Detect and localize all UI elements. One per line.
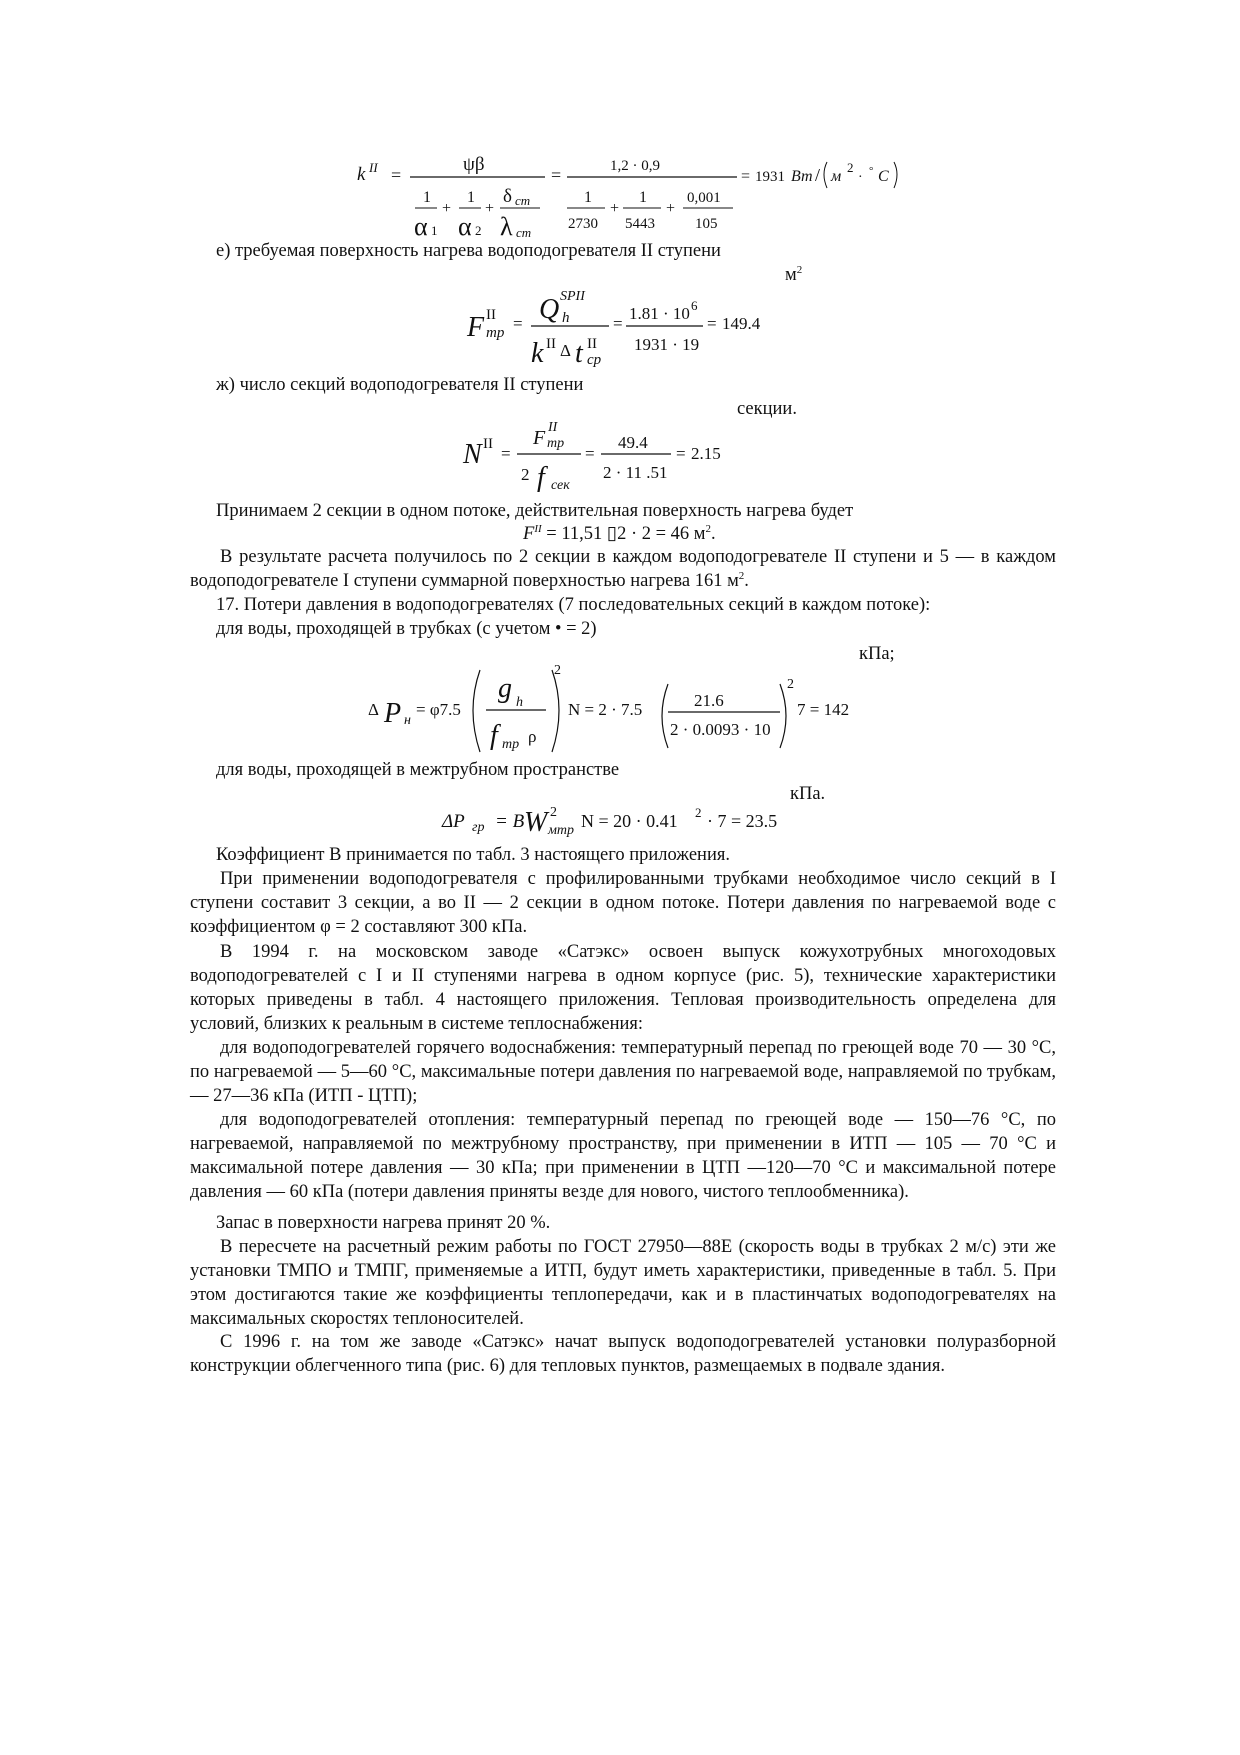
formula-numerator: 1.81 · 10 <box>629 304 690 323</box>
formula-term: 2 · 0.0093 · 10 <box>670 720 771 739</box>
formula-text: = 11,51 ▯2 · 2 = 46 м <box>546 524 706 544</box>
formula-required-surface <box>463 286 783 369</box>
formula-term: 1 <box>639 189 647 206</box>
svg-text:2: 2 <box>787 677 794 692</box>
formula-superscript: II <box>369 160 378 175</box>
formula-result: · 7 = 23.5 <box>707 811 778 831</box>
formula-symbol: P <box>384 698 402 729</box>
paragraph-recalculation <box>190 1235 1056 1331</box>
paragraph-hot-water <box>190 1036 1056 1108</box>
formula-numerator: ψβ <box>463 154 485 175</box>
formula-subscript: 2 <box>475 223 482 238</box>
paragraph-1994 <box>190 940 1056 1036</box>
svg-text:=: = <box>676 444 686 463</box>
formula-term: 1 <box>423 189 431 206</box>
formula-symbol: F <box>523 524 535 544</box>
paragraph-text: для водоподогревателей отопления: температурный перепад по греющей воде — 150—76 °С, по нагреваемой, направляемой по межтрубному пространству, при применении в ИТП — 105 — 70 °С и максимальной потере давления — 30 кПа; при применении в ЦТП —120—70 °С и максимальной потере давления — 60 кПа (потери давления приняты везде для нового, чистого теплообменника). <box>190 1110 1056 1202</box>
formula-term: W <box>524 807 548 838</box>
formula-superscript: II <box>546 336 556 352</box>
paragraph-coefficient-b: Коэффициент В принимается по табл. 3 настоящего приложения. <box>216 845 730 865</box>
formula-term: Δ <box>560 341 571 360</box>
formula-heat-transfer-coefficient <box>355 150 915 245</box>
paragraph-text: При применении водоподогревателя с профилированными трубками необходимое число секций в I ступени составит 3 секции, а во II — 2 секции в одном потоке. Потери давления по нагреваемой воде с коэффициентом φ = 2 составляют 300 кПа. <box>190 869 1056 937</box>
formula-subscript: h <box>516 695 523 710</box>
formula-term: g <box>498 673 512 704</box>
paragraph-1996 <box>190 1330 1056 1378</box>
formula-numerator: 49.4 <box>618 433 648 452</box>
formula-superscript: 6 <box>691 298 698 313</box>
formula-subscript: h <box>562 310 570 326</box>
formula-superscript: II <box>548 420 558 435</box>
svg-text:=: = <box>741 168 751 185</box>
formula-term: t <box>575 338 583 369</box>
formula-term: 1931 · 19 <box>634 335 700 354</box>
formula-numerator: 21.6 <box>694 691 724 710</box>
formula-pressure-loss-tubes <box>368 660 868 760</box>
paragraph-text: В результате расчета получилось по 2 секции в каждом водоподогревателе II ступени и 5 — в каждом водоподогревателе I ступени суммарной поверхностью нагрева 161 м <box>190 547 1056 591</box>
formula-term: α <box>414 212 428 241</box>
formula-pressure-loss-annulus <box>442 800 802 842</box>
formula-result: 7 = 142 <box>797 700 850 719</box>
formula-term: 2 · 11 .51 <box>603 463 668 482</box>
formula-actual-surface: $F^{II} = 11,51$ ▯2 · 2 = 46 $м^2$. <box>523 522 716 544</box>
formula-result: 149.4 <box>722 314 761 333</box>
paragraph-result: В результате расчета получилось по 2 секции в каждом водоподогревателе II ступени и 5 — в каждом водоподогревателе I ступени суммарной поверхностью нагрева 161 $м^2$. <box>190 547 1056 591</box>
svg-text:=: = <box>613 314 623 333</box>
formula-term: 2 <box>521 465 530 484</box>
svg-text:·: · <box>858 170 863 185</box>
formula-term: 1 <box>584 189 592 206</box>
formula-unit: С <box>878 168 889 185</box>
formula-numerator: Q <box>539 294 560 325</box>
svg-text:=: = <box>513 314 523 333</box>
formula-subscript: н <box>404 713 411 728</box>
svg-text:°: ° <box>869 165 874 177</box>
svg-text:+: + <box>485 200 495 217</box>
formula-term: Δ <box>368 700 379 719</box>
paragraph-text: для водоподогревателей горячего водоснабжения: температурный перепад по греющей воде 70 — 30 °С, по нагреваемой — 5—60 °С, максимальные потери давления по нагреваемой воде, направляемой по трубкам, — 27—36 кПа (ИТП - ЦТП); <box>190 1038 1056 1106</box>
formula-superscript: II <box>483 436 493 452</box>
paragraph-accept: Принимаем 2 секции в одном потоке, действительная поверхность нагрева будет <box>216 501 854 521</box>
formula-subscript: мтр <box>548 823 575 838</box>
svg-text:=: = <box>391 165 402 185</box>
formula-subscript: тр <box>486 325 505 341</box>
formula-superscript: 2 <box>550 805 557 820</box>
formula-subscript: гр <box>472 820 485 835</box>
formula-term: δ <box>503 186 512 207</box>
formula-subscript: тр <box>547 436 565 451</box>
svg-text:=: = <box>551 165 562 185</box>
formula-subscript: 1 <box>431 223 438 238</box>
paragraph-text: С 1996 г. на том же заводе «Сатэкс» начат выпуск водоподогревателей установки полуразборной конструкции облегченного типа (рис. 6) для тепловых пунктов, размещаемых в подвале здания. <box>190 1332 1056 1376</box>
formula-superscript: SPII <box>560 289 585 304</box>
formula-superscript: II <box>587 336 597 352</box>
formula-term: k <box>531 338 544 369</box>
formula-term: 5443 <box>625 216 655 232</box>
formula-unit: м <box>831 168 842 185</box>
formula-subscript: ст <box>516 225 532 240</box>
formula-result: 1931 <box>755 169 785 185</box>
formula-superscript: 2 <box>554 663 561 678</box>
formula-term: 0,001 <box>687 190 721 206</box>
formula-superscript: II <box>486 307 496 323</box>
paragraph-annulus: для воды, проходящей в межтрубном пространстве <box>216 760 620 780</box>
formula-term: 1 <box>467 189 475 206</box>
svg-text:/: / <box>815 165 821 185</box>
formula-term: f <box>490 720 498 751</box>
formula-subscript: ср <box>587 352 602 368</box>
formula-term: ρ <box>528 727 537 746</box>
unit-kpa-1: кПа; <box>859 644 895 664</box>
svg-text:=: = <box>501 444 511 463</box>
svg-text:+: + <box>666 200 676 217</box>
paragraph-text: В пересчете на расчетный режим работы по ГОСТ 27950—88Е (скорость воды в трубках 2 м/с) эти же установки ТМПО и ТМПГ, применяемые а ИТП, будут иметь характеристики, приведенные в табл. 5. При этом достигаются такие же коэффициенты теплопередачи, как и в пластинчатых водоподогревателях на максимальных скоростях теплоносителей. <box>190 1237 1056 1329</box>
paragraph-17: 17. Потери давления в водоподогревателях (7 последовательных секций в каждом потоке): <box>216 595 931 615</box>
formula-superscript: II <box>534 522 542 535</box>
formula-unit: Вт <box>791 168 813 185</box>
paragraph-e: е) требуемая поверхность нагрева водоподогревателя II ступени <box>216 241 721 261</box>
formula-subscript: сек <box>551 478 570 493</box>
formula-result: 2.15 <box>691 444 721 463</box>
formula-symbol: F <box>467 312 485 343</box>
formula-subscript: тр <box>502 737 520 752</box>
svg-text:+: + <box>442 200 452 217</box>
formula-term: = B <box>495 811 525 832</box>
formula-term: N = 20 · 0.41 <box>581 811 678 831</box>
unit-text: м <box>785 265 797 285</box>
svg-text:2: 2 <box>847 160 854 175</box>
formula-superscript: 2 <box>695 805 702 820</box>
formula-numerator: F <box>533 427 546 449</box>
formula-numerator: 1,2 · 0,9 <box>610 158 660 174</box>
formula-term: α <box>458 212 472 241</box>
formula-symbol: N <box>463 439 482 470</box>
formula-subscript: ст <box>515 193 531 208</box>
paragraph-text: В 1994 г. на московском заводе «Сатэкс» освоен выпуск кожухотрубных многоходовых водоподогревателей с I и II ступенями нагрева в одном корпусе (рис. 5), технические характеристики которых приведены в табл. 4 настоящего приложения. Тепловая производительность определена для условий, близких к реальным в системе теплоснабжения: <box>190 942 1056 1034</box>
paragraph-tubes: для воды, проходящей в трубках (с учетом • = 2) <box>216 619 597 639</box>
svg-text:=: = <box>707 314 717 333</box>
formula-term: 2730 <box>568 216 598 232</box>
paragraph-reserve: Запас в поверхности нагрева принят 20 %. <box>216 1213 551 1233</box>
formula-term: f <box>537 462 545 493</box>
unit-square-meters: $м^2$ <box>785 263 803 285</box>
unit-sections: секции. <box>737 399 797 419</box>
paragraph-profiled <box>190 867 1056 939</box>
formula-symbol: ΔP <box>442 811 465 832</box>
formula-term: λ <box>500 212 513 241</box>
svg-text:+: + <box>610 200 620 217</box>
formula-term: = φ7.5 <box>416 700 461 719</box>
svg-text:=: = <box>585 444 595 463</box>
unit-kpa-2: кПа. <box>790 784 826 804</box>
formula-symbol: k <box>357 164 366 185</box>
formula-term: 105 <box>695 216 718 232</box>
formula-term: N = 2 · 7.5 <box>568 700 643 719</box>
paragraph-zh: ж) число секций водоподогревателя II ступени <box>216 375 584 395</box>
paragraph-heating <box>190 1108 1056 1204</box>
formula-section-count <box>463 418 743 493</box>
